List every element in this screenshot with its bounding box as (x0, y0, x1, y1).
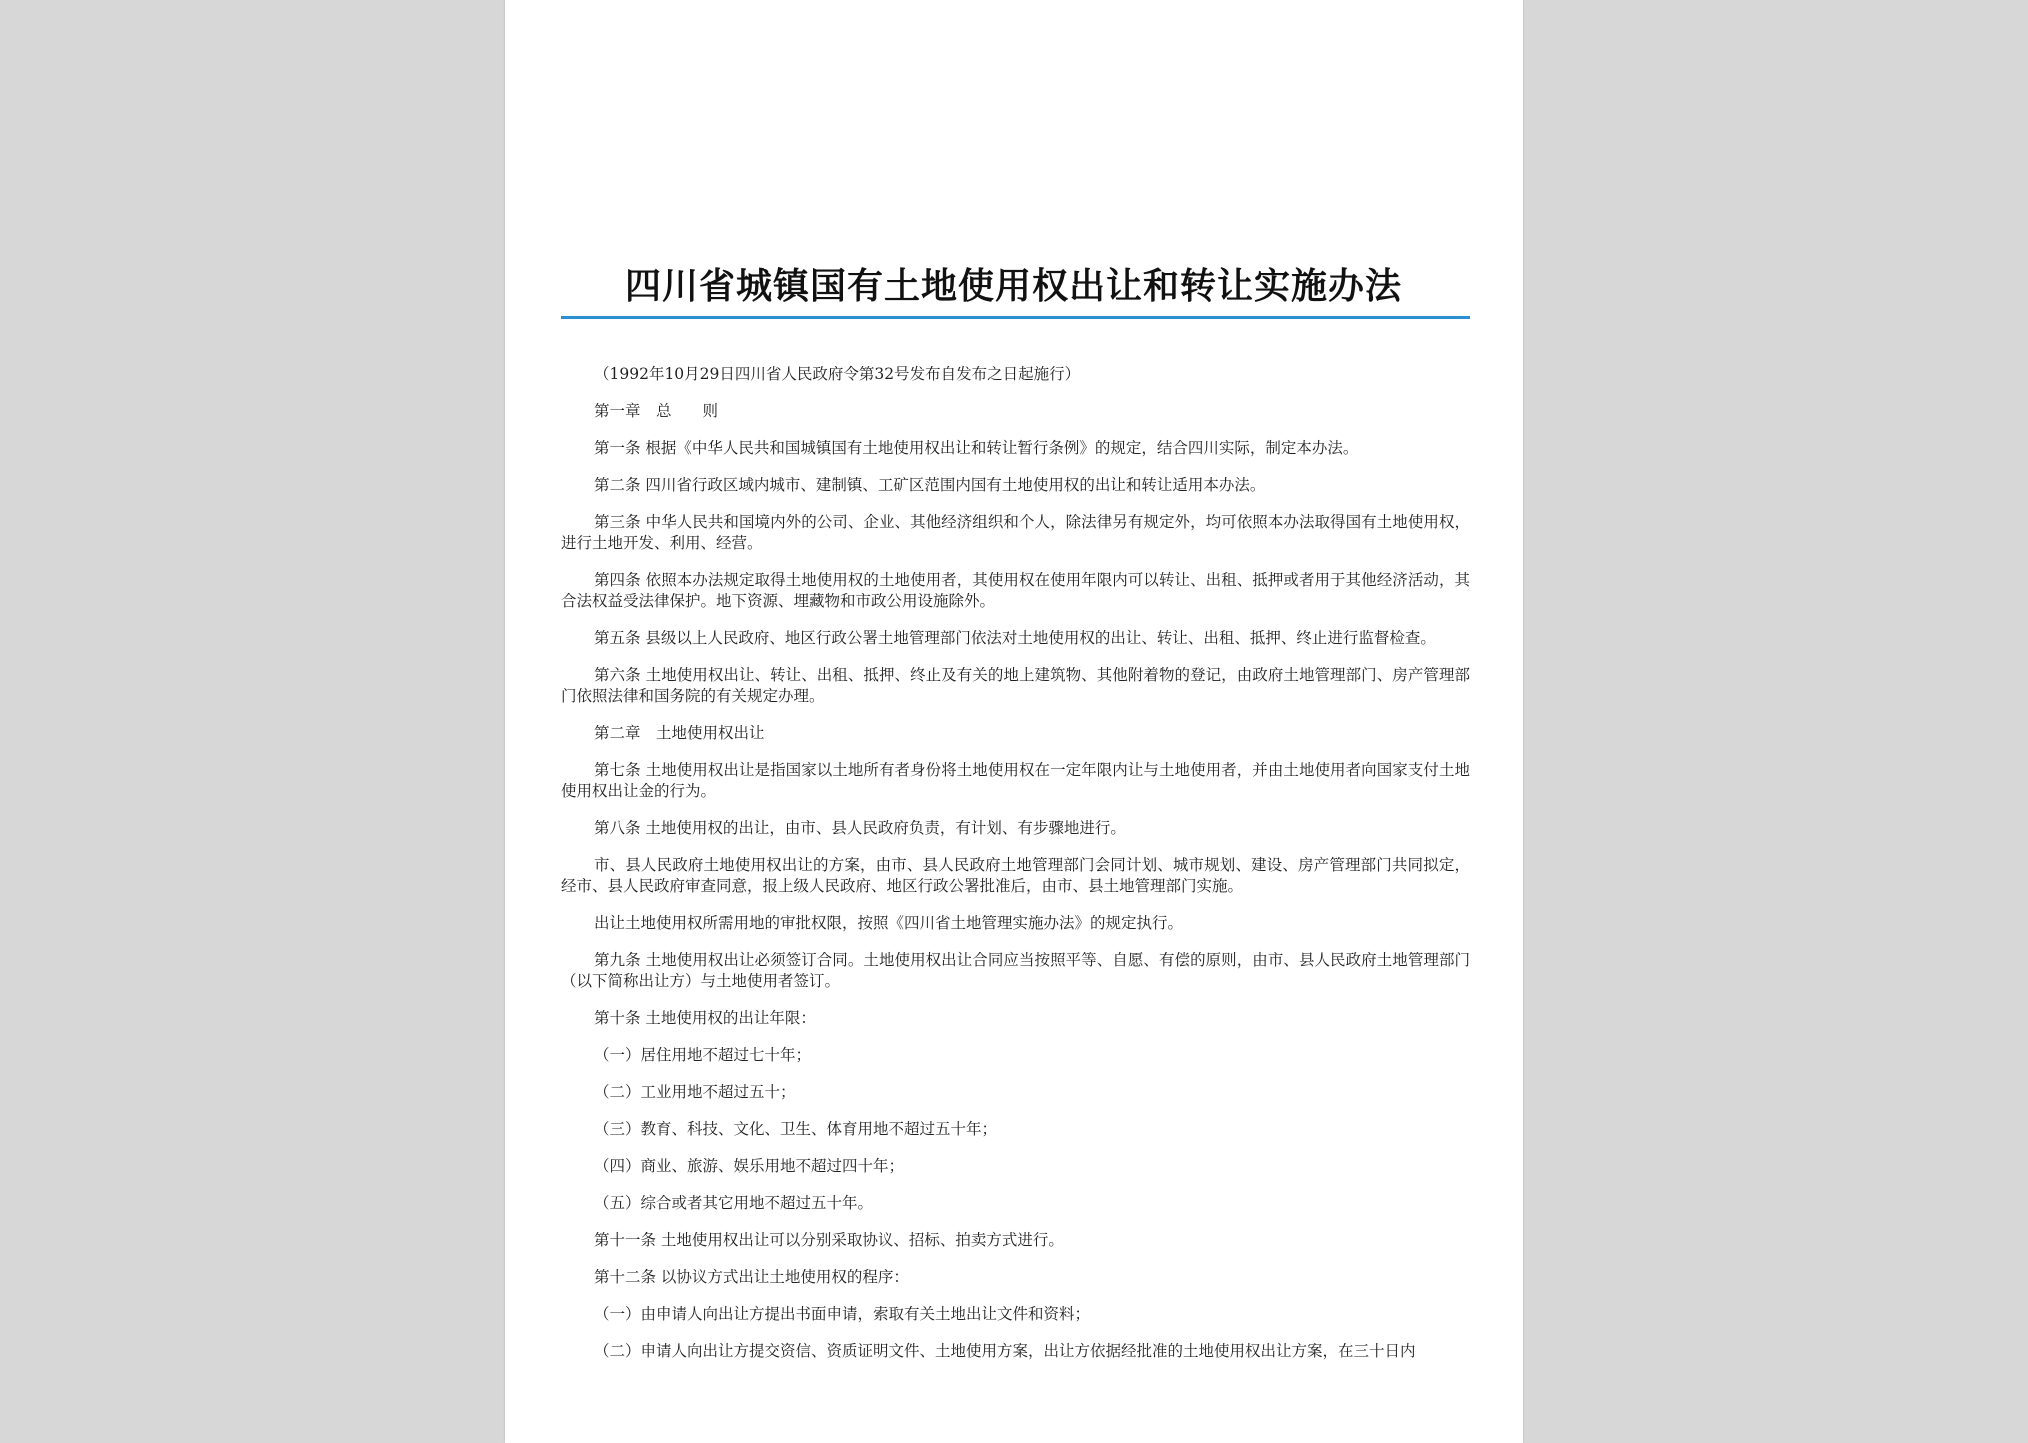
list-item: （二）工业用地不超过五十； (594, 1083, 796, 1101)
list-item: （三）教育、科技、文化、卫生、体育用地不超过五十年； (594, 1120, 998, 1138)
article-paragraph: 第一条 根据《中华人民共和国城镇国有土地使用权出让和转让暂行条例》的规定，结合四川实际，制定本办法。 (594, 439, 1359, 457)
article-paragraph: 第六条 土地使用权出让、转让、出租、抵押、终止及有关的地上建筑物、其他附着物的登记，由政府土地管理部门、房产管理部门依照法律和国务院的有关规定办理。 (561, 666, 1470, 705)
article-paragraph: 市、县人民政府土地使用权出让的方案，由市、县人民政府土地管理部门会同计划、城市规划、建设、房产管理部门共同拟定，经市、县人民政府审查同意，报上级人民政府、地区行政公署批准后，由市、县土地管理部门实施。 (561, 856, 1470, 895)
document-body (561, 364, 1470, 1362)
article-paragraph: 出让土地使用权所需用地的审批权限，按照《四川省土地管理实施办法》的规定执行。 (594, 914, 1184, 932)
article-paragraph: 第十条 土地使用权的出让年限： (594, 1009, 816, 1027)
list-item: （五）综合或者其它用地不超过五十年。 (594, 1194, 874, 1212)
document-title: 四川省城镇国有土地使用权出让和转让实施办法 (624, 265, 1402, 307)
article-paragraph: 第十一条 土地使用权出让可以分别采取协议、招标、拍卖方式进行。 (594, 1231, 1064, 1249)
list-item: （二）申请人向出让方提交资信、资质证明文件、土地使用方案，出让方依据经批准的土地使用权出让方案，在三十日内 (594, 1342, 1416, 1360)
title-underline (561, 316, 1470, 319)
article-paragraph: 第五条 县级以上人民政府、地区行政公署土地管理部门依法对土地使用权的出让、转让、出租、抵押、终止进行监督检查。 (594, 629, 1436, 647)
article-paragraph: 第三条 中华人民共和国境内外的公司、企业、其他经济组织和个人，除法律另有规定外，均可依照本办法取得国有土地使用权，进行土地开发、利用、经营。 (561, 513, 1470, 552)
article-paragraph: 第四条 依照本办法规定取得土地使用权的土地使用者，其使用权在使用年限内可以转让、出租、抵押或者用于其他经济活动，其合法权益受法律保护。地下资源、埋藏物和市政公用设施除外。 (561, 571, 1470, 610)
list-item: （四）商业、旅游、娱乐用地不超过四十年； (594, 1157, 905, 1175)
chapter-heading-2: 第二章 土地使用权出让 (594, 724, 765, 742)
article-paragraph: 第八条 土地使用权的出让，由市、县人民政府负责，有计划、有步骤地进行。 (594, 819, 1126, 837)
list-item: （一）由申请人向出让方提出书面申请，索取有关土地出让文件和资料； (594, 1305, 1091, 1323)
paragraph-enactment-note: （1992年10月29日四川省人民政府令第32号发布自发布之日起施行） (594, 365, 1081, 383)
document-page (505, 0, 1523, 1443)
article-paragraph: 第七条 土地使用权出让是指国家以土地所有者身份将土地使用权在一定年限内让与土地使用者，并由土地使用者向国家支付土地使用权出让金的行为。 (561, 761, 1470, 800)
article-paragraph: 第十二条 以协议方式出让土地使用权的程序： (594, 1268, 909, 1286)
list-item: （一）居住用地不超过七十年； (594, 1046, 812, 1064)
chapter-heading-1: 第一章 总 则 (594, 402, 719, 420)
article-paragraph: 第九条 土地使用权出让必须签订合同。土地使用权出让合同应当按照平等、自愿、有偿的原则，由市、县人民政府土地管理部门（以下简称出让方）与土地使用者签订。 (561, 951, 1470, 990)
article-paragraph: 第二条 四川省行政区域内城市、建制镇、工矿区范围内国有土地使用权的出让和转让适用本办法。 (594, 476, 1266, 494)
